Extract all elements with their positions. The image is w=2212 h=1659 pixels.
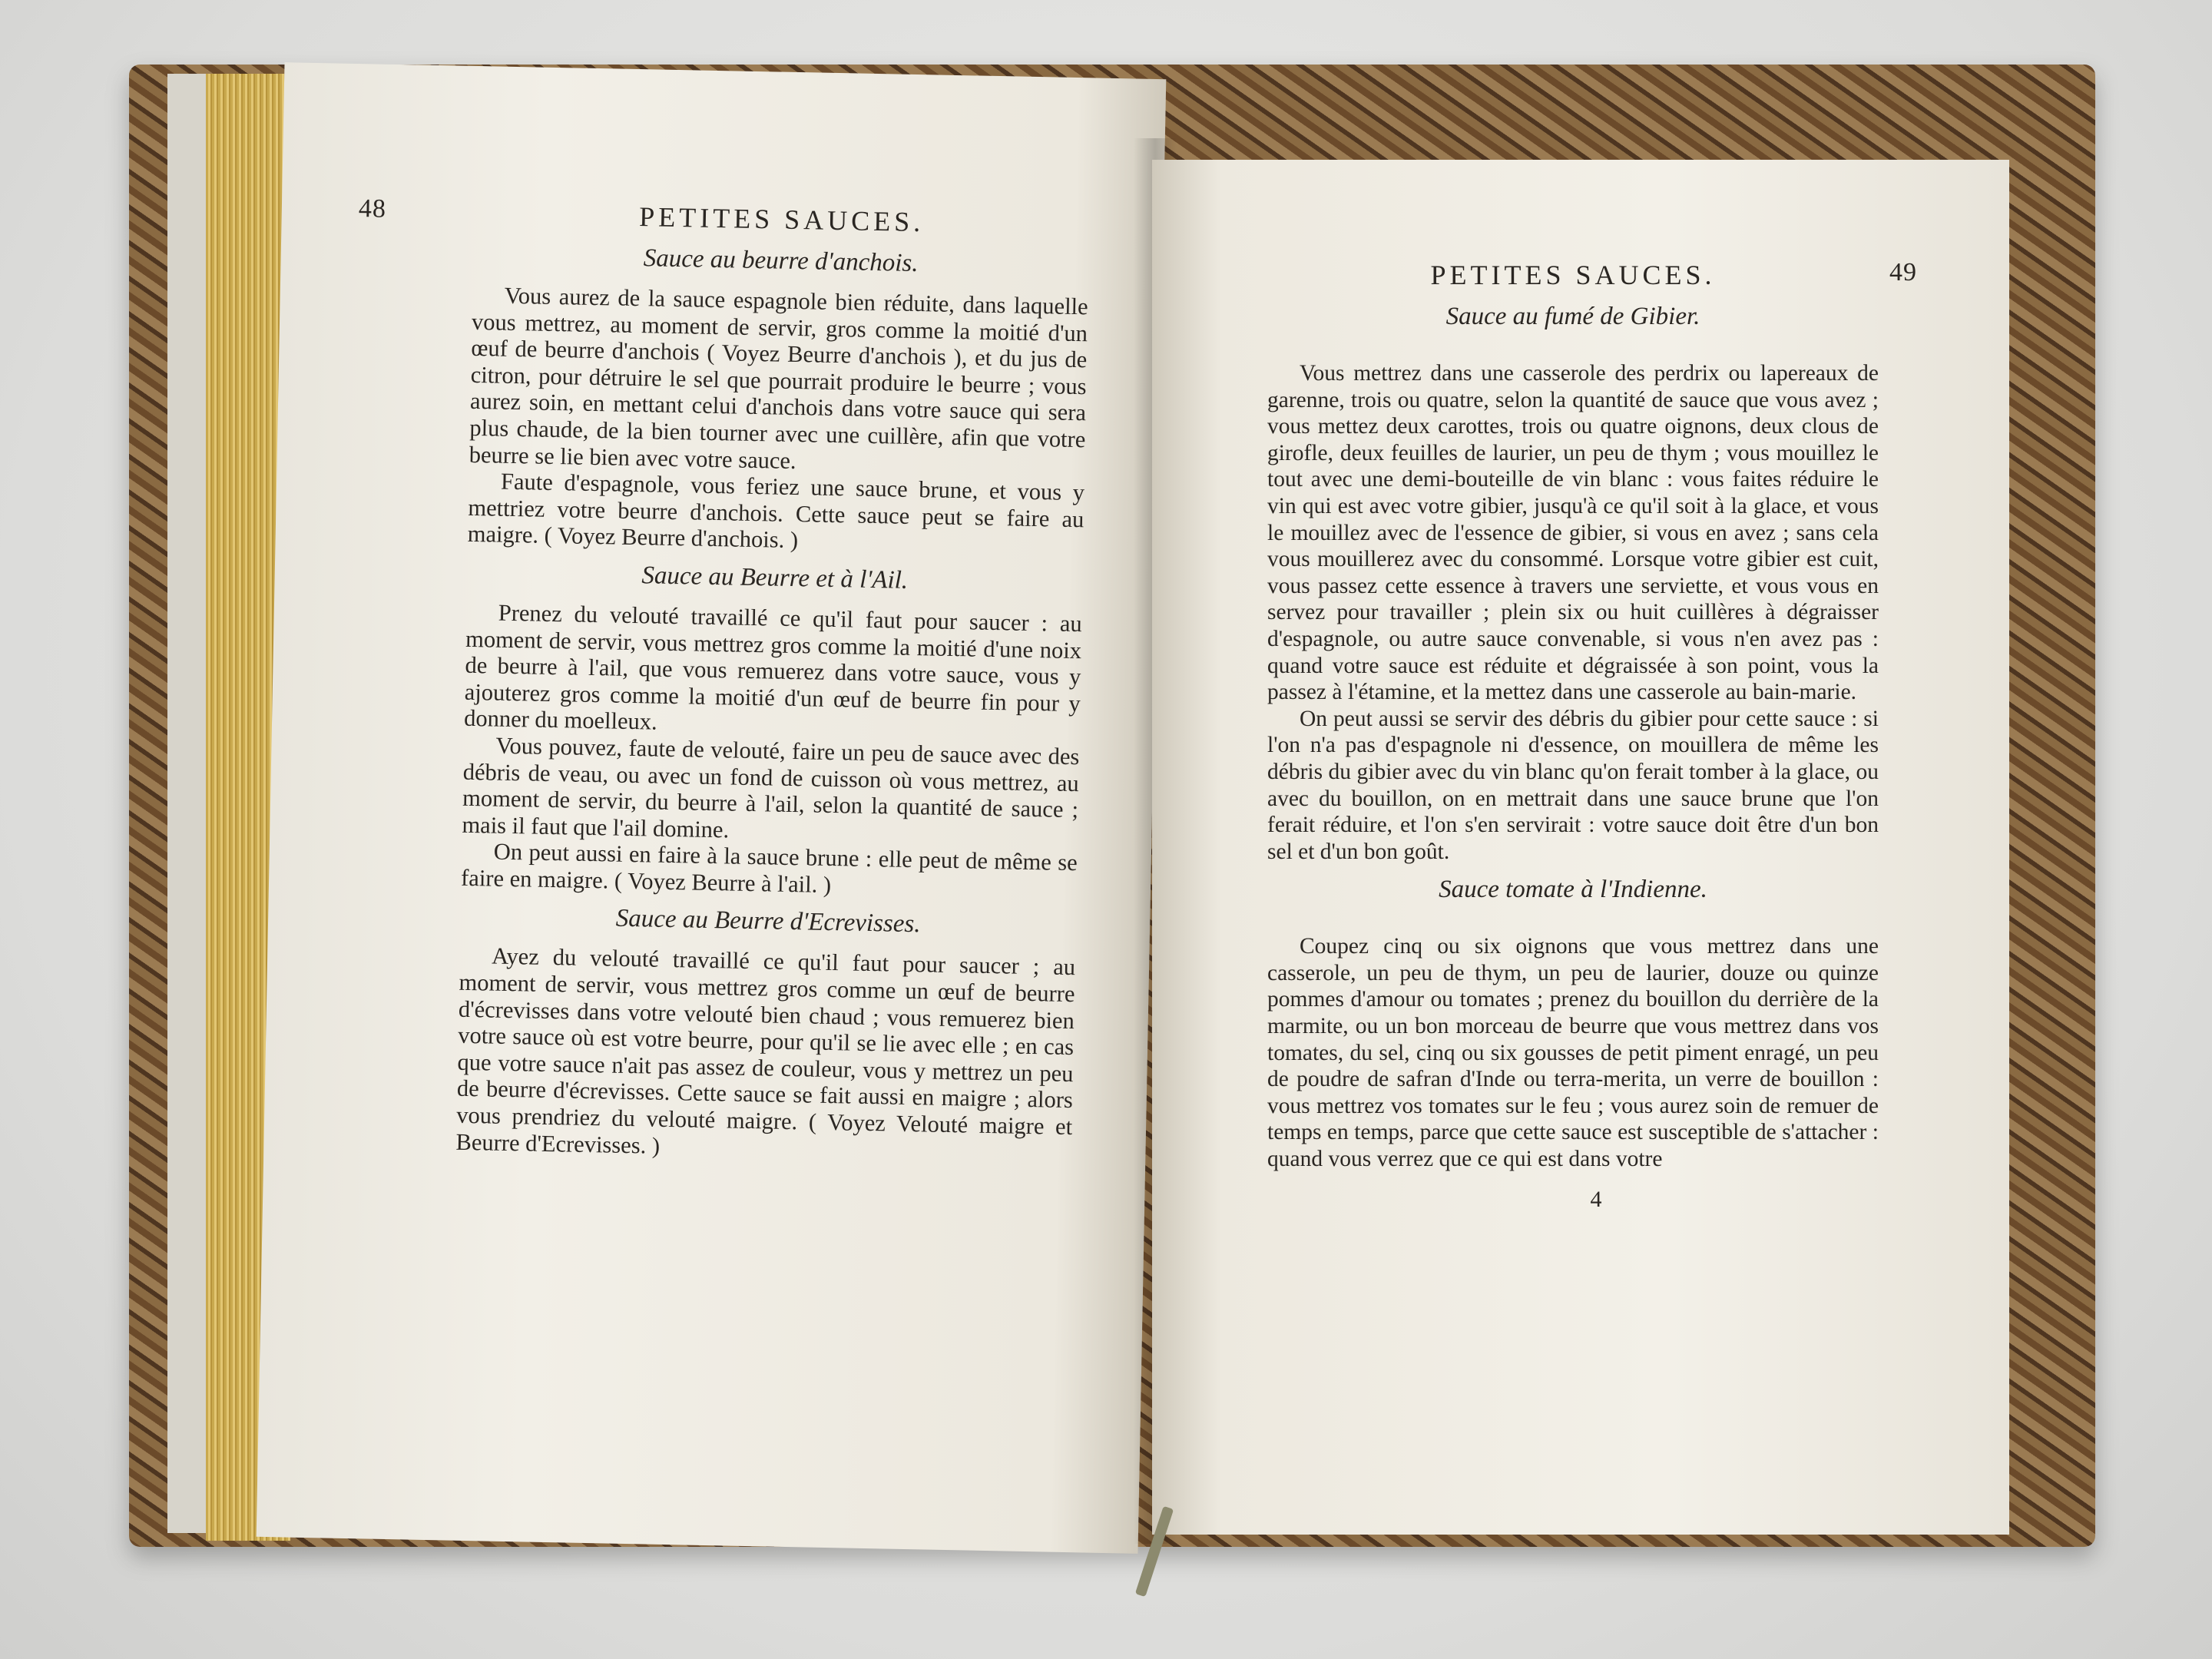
section-title: Sauce au Beurre d'Ecrevisses.	[615, 905, 921, 939]
page-number-right: 49	[1889, 258, 1917, 286]
signature-mark: 4	[1590, 1186, 1602, 1212]
left-page-header	[358, 194, 1090, 242]
paragraph: Ayez du velouté travaillé ce qu'il faut pour saucer ; au moment de servir, vous mettrez gros comme un œuf de beurre d'écrevisses dans votre velouté bien chaud ; vous remuerez bien votre sauce où est votre beurre, pour qu'il se lie avec elle ; en cas que votre sauce n'ait pas assez de couleur, vous y mettrez un peu de beurre d'écrevisses. Cette sauce se fait aussi en maigre ; alors vous prendriez du velouté maigre. ( Voyez Velouté maigre et Beurre d'Ecrevisses. )	[455, 943, 1076, 1159]
running-head-right: PETITES SAUCES.	[1430, 260, 1716, 290]
paragraph: Coupez cinq ou six oignons que vous mettrez dans une casserole, un peu de thym, un peu de laurier, douze ou quinze pommes d'amour ou tomates ; prenez du bouillon du derrière de la marmite, ou un bon morceau de beurre que vous mettrez dans vos tomates, du sel, cinq ou six gousses de petit piment enragé, un peu de poudre de safran d'Inde ou terra-merita, un verre de bouillon : vous mettrez vos tomates sur le feu ; vous aurez soin de remuer de temps en temps, parce que cette sauce est susceptible de s'attacher : quand vous verrez que ce qui est dans votre	[1267, 934, 1879, 1172]
section-title: Sauce au fumé de Gibier.	[1445, 303, 1700, 330]
paragraph: Vous aurez de la sauce espagnole bien réduite, dans laquelle vous mettrez, au moment de servir, gros comme la moitié d'un œuf de beurre d'anchois ( Voyez Beurre d'anchois ), et du jus de citron, pour détruire le sel que pourrait produire le beurre ; vous aurez soin, en mettant celui d'anchois dans votre sauce qui sera plus chaude, de la bien tourner avec une cuillère, afin que votre beurre se lie bien avec votre sauce.	[469, 282, 1088, 474]
running-head-left: PETITES SAUCES.	[638, 201, 925, 238]
paragraph: Vous pouvez, faute de velouté, faire un peu de sauce avec des débris de veau, ou avec un fond de cuisson où vous mettrez, au moment de servir, du beurre à l'ail, selon la quantité de sauce ; mais il faut que l'ail domine.	[462, 732, 1080, 843]
section-title: Sauce tomate à l'Indienne.	[1439, 876, 1707, 904]
section-title: Sauce au beurre d'anchois.	[643, 244, 919, 278]
paragraph: Prenez du velouté travaillé ce qu'il faut pour saucer : au moment de servir, vous mettrez gros comme la moitié d'une noix de beurre à l'ail, que vous remuerez dans votre sauce, vous y ajouterez gros comme la moitié d'un œuf de beurre fin pour y donner du moelleux.	[463, 599, 1083, 735]
right-page-header	[1267, 258, 1917, 292]
section-title: Sauce au Beurre et à l'Ail.	[641, 561, 909, 594]
paragraph: Vous mettrez dans une casserole des perdrix ou lapereaux de garenne, trois ou quatre, selon la quantité de sauce que vous avez ; vous mettez deux carottes, trois ou quatre oignons, deux clous de girofle, deux feuilles de laurier, un peu de thym ; vous mouillez le tout avec une demi-bouteille de vin blanc : vous faites réduire le vin qui est avec votre gibier, jusqu'à ce qu'il soit à la glace, et vous le mouillez avec de l'essence de gibier, si vous en avez ; sans cela vous mouillerez avec du consommé. Lorsque votre gibier est cuit, vous passez cette essence à travers une serviette, et vous vous en servez pour travailler ; plein six ou huit cuillères à dégraisser d'espagnole, ou autre sauce convenable, si vous n'en avez pas : quand votre sauce est réduite et dégraissée à son point, vous la passez à l'étamine, et la mettez dans une casserole au bain-marie.	[1267, 361, 1879, 705]
left-page	[257, 62, 1167, 1554]
paragraph: On peut aussi se servir des débris du gibier pour cette sauce : si l'on n'a pas d'espagnole ni d'essence, on mouillera de même les débris du gibier avec du vin blanc qu'on ferait tomber à la glace, ou avec du bouillon, on en mettrait dans une sauce brune que l'on ferait réduire, et l'on s'en servirait : votre sauce doit être d'un bon sel et d'un bon goût.	[1267, 706, 1879, 864]
right-page	[1152, 160, 2009, 1535]
paragraph: Faute d'espagnole, vous feriez une sauce brune, et vous y mettriez votre beurre d'anchois. Cette sauce peut se faire au maigre. ( Voyez Beurre d'anchois. )	[467, 468, 1085, 554]
page-number-left: 48	[358, 194, 387, 224]
paragraph: On peut aussi en faire à la sauce brune : elle peut de même se faire en maigre. ( Voyez Beurre à l'ail. )	[460, 838, 1078, 898]
